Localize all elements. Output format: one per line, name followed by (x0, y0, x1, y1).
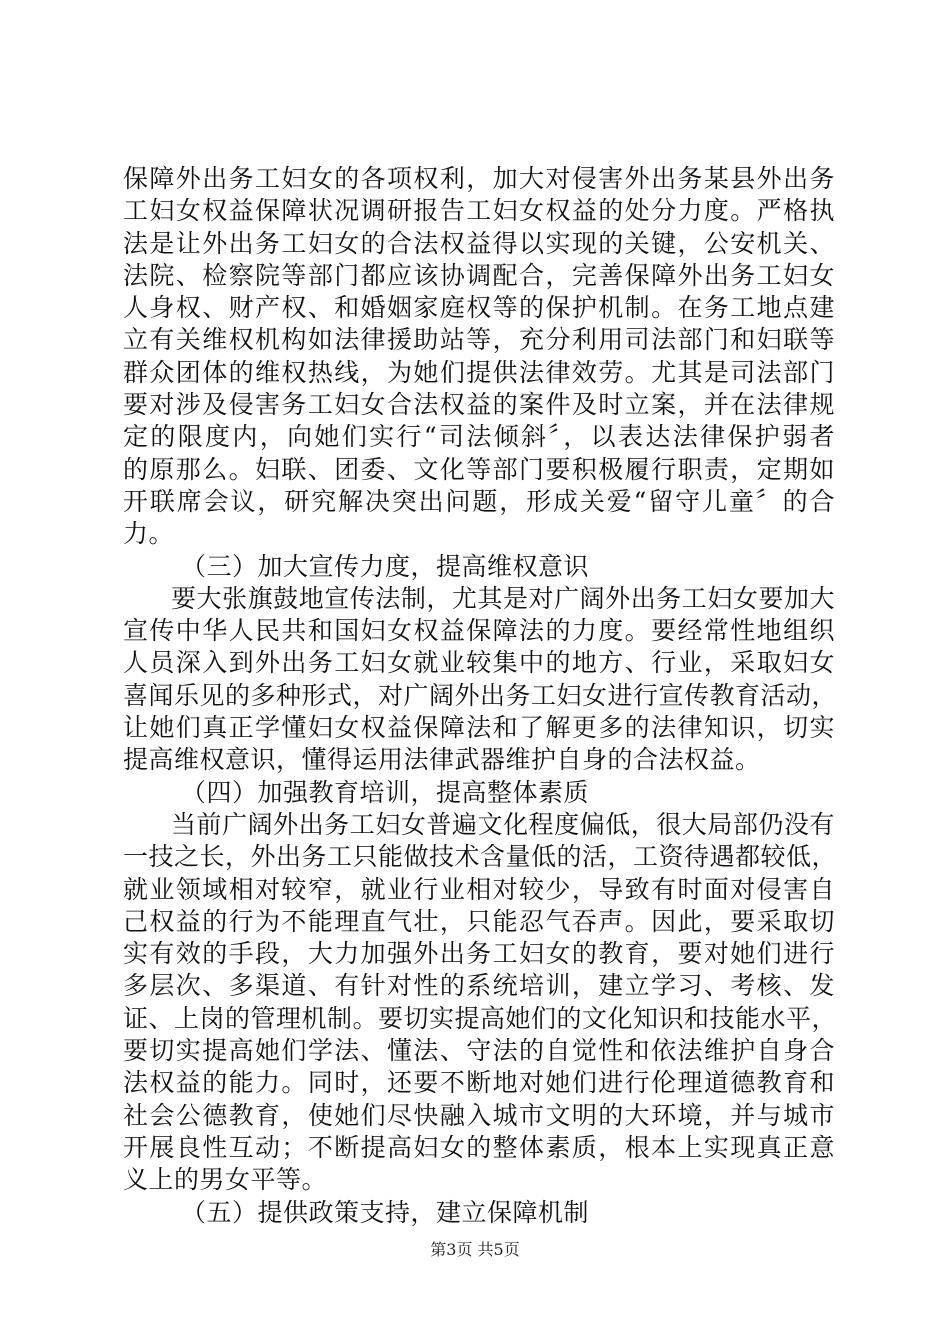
body-line: 人身权、财产权、和婚姻家庭权等的保护机制。在务工地点建 (123, 293, 835, 323)
body-line: 义上的男女平等。 (123, 1165, 328, 1195)
body-line: 法权益的能力。同时，还要不断地对她们进行伦理道德教育和 (123, 1068, 835, 1098)
body-line: 定的限度内，向她们实行“司法倾斜〞，以表达法律保护弱者 (123, 422, 835, 452)
body-line: 的原那么。妇联、团委、文化等部门要积极履行职责，定期如 (123, 454, 835, 484)
body-line: 让她们真正学懂妇女权益保障法和了解更多的法律知识，切实 (123, 713, 835, 743)
body-line: 多层次、多渠道、有针对性的系统培训，建立学习、考核、发 (123, 971, 835, 1001)
body-line: 实有效的手段，大力加强外出务工妇女的教育，要对她们进行 (123, 939, 835, 969)
body-line: 群众团体的维权热线，为她们提供法律效劳。尤其是司法部门 (123, 357, 835, 387)
body-line: 要大张旗鼓地宣传法制，尤其是对广阔外出务工妇女要加大 (171, 583, 835, 613)
section-heading-3: （三）加大宣传力度，提高维权意识 (181, 551, 590, 581)
body-line: 当前广阔外出务工妇女普遍文化程度偏低，很大局部仍没有 (171, 809, 835, 839)
body-line: 社会公德教育，使她们尽快融入城市文明的大环境，并与城市 (123, 1100, 835, 1130)
body-line: 要切实提高她们学法、懂法、守法的自觉性和依法维护自身合 (123, 1036, 835, 1066)
body-line: 己权益的行为不能理直气壮，只能忍气吞声。因此，要采取切 (123, 906, 835, 936)
body-line: 工妇女权益保障状况调研报告工妇女权益的处分力度。严格执 (123, 196, 835, 226)
section-heading-5: （五）提供政策支持，建立保障机制 (181, 1197, 590, 1227)
body-line: 人员深入到外出务工妇女就业较集中的地方、行业，采取妇女 (123, 648, 835, 678)
body-line: 开联席会议，研究解决突出问题，形成关爱“留守儿童〞的合 (123, 486, 835, 516)
document-body (123, 163, 838, 1229)
body-line: 喜闻乐见的多种形式，对广阔外出务工妇女进行宣传教育活动， (123, 680, 838, 710)
section-heading-4: （四）加强教育培训，提高整体素质 (181, 777, 590, 807)
body-line: 一技之长，外出务工只能做技术含量低的活，工资待遇都较低， (123, 842, 838, 872)
body-line: 宣传中华人民共和国妇女权益保障法的力度。要经常性地组织 (123, 616, 835, 646)
page-footer: 第3页 共5页 (430, 1240, 520, 1259)
body-line: 力。 (123, 519, 175, 549)
body-line: 法是让外出务工妇女的合法权益得以实现的关键，公安机关、 (123, 228, 835, 258)
body-line: 提高维权意识，懂得运用法律武器维护自身的合法权益。 (123, 745, 761, 775)
body-line: 就业领域相对较窄，就业行业相对较少，导致有时面对侵害自 (123, 874, 835, 904)
body-line: 要对涉及侵害务工妇女合法权益的案件及时立案，并在法律规 (123, 390, 835, 420)
body-line: 立有关维权机构如法律援助站等，充分利用司法部门和妇联等 (123, 325, 835, 355)
body-line: 开展良性互动；不断提高妇女的整体素质，根本上实现真正意 (123, 1132, 835, 1162)
body-line: 法院、检察院等部门都应该协调配合，完善保障外出务工妇女 (123, 260, 835, 290)
body-line: 保障外出务工妇女的各项权利，加大对侵害外出务某县外出务 (123, 164, 835, 193)
body-line: 证、上岗的管理机制。要切实提高她们的文化知识和技能水平， (123, 1003, 838, 1033)
